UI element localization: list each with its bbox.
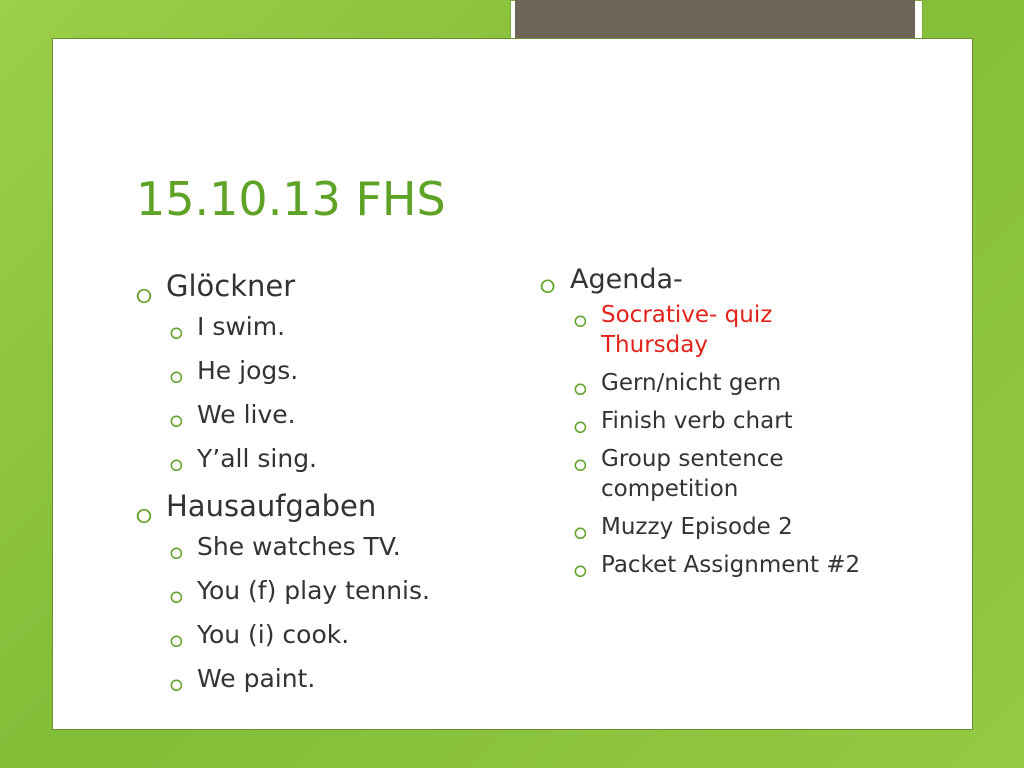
list-item — [170, 444, 516, 474]
section-agenda — [540, 264, 880, 296]
bullet-icon: ⭘ — [574, 456, 587, 475]
section-gloeckner — [136, 268, 516, 308]
list-item-text: Packet Assignment #2 — [601, 552, 861, 578]
left-column — [136, 268, 516, 708]
list-item — [170, 664, 516, 694]
bullet-icon: ⭘ — [574, 380, 587, 399]
list-item-text: We live. — [197, 400, 296, 429]
list-item-text: She watches TV. — [197, 532, 401, 561]
section-hausaufgaben — [136, 488, 516, 528]
list-item-text: Finish verb chart — [601, 408, 793, 434]
bullet-icon: ⭘ — [574, 562, 587, 581]
list-item — [170, 312, 516, 342]
list-item-text: You (f) play tennis. — [197, 576, 430, 605]
bullet-icon: ⭘ — [170, 324, 183, 343]
bullet-icon: ⭘ — [170, 412, 183, 431]
list-item — [170, 400, 516, 430]
agenda-item — [574, 550, 880, 580]
list-item — [170, 576, 516, 606]
bullet-icon: ⭘ — [136, 284, 152, 308]
bullet-icon: ⭘ — [170, 544, 183, 563]
list-item — [170, 356, 516, 386]
bullet-icon: ⭘ — [170, 632, 183, 651]
list-item-text: Muzzy Episode 2 — [601, 514, 793, 540]
list-item-text: Socrative- quiz Thursday — [601, 302, 773, 358]
list-item-text: He jogs. — [197, 356, 299, 385]
bullet-icon: ⭘ — [170, 368, 183, 387]
list-item-text: Y’all sing. — [197, 444, 318, 473]
bullet-icon: ⭘ — [170, 588, 183, 607]
bullet-icon: ⭘ — [540, 276, 556, 298]
list-item — [170, 532, 516, 562]
section-heading: Agenda- — [570, 264, 683, 295]
bullet-icon: ⭘ — [136, 504, 152, 528]
list-item-text: Gern/nicht gern — [601, 370, 782, 396]
list-item-text: I swim. — [197, 312, 286, 341]
agenda-item-highlighted — [574, 300, 880, 360]
section-heading: Glöckner — [166, 269, 296, 303]
agenda-item — [574, 368, 880, 398]
bullet-icon: ⭘ — [170, 456, 183, 475]
agenda-item — [574, 512, 880, 542]
list-item-text: We paint. — [197, 664, 316, 693]
right-column — [540, 264, 880, 588]
slide-title: 15.10.13 FHS — [136, 172, 446, 226]
bullet-icon: ⭘ — [574, 418, 587, 437]
bullet-icon: ⭘ — [574, 312, 587, 331]
bullet-icon: ⭘ — [170, 676, 183, 695]
list-item — [170, 620, 516, 650]
section-heading: Hausaufgaben — [166, 489, 377, 523]
bullet-icon: ⭘ — [574, 524, 587, 543]
agenda-item — [574, 444, 880, 504]
list-item-text: You (i) cook. — [197, 620, 350, 649]
list-item-text: Group sentence competition — [601, 446, 784, 502]
agenda-item — [574, 406, 880, 436]
